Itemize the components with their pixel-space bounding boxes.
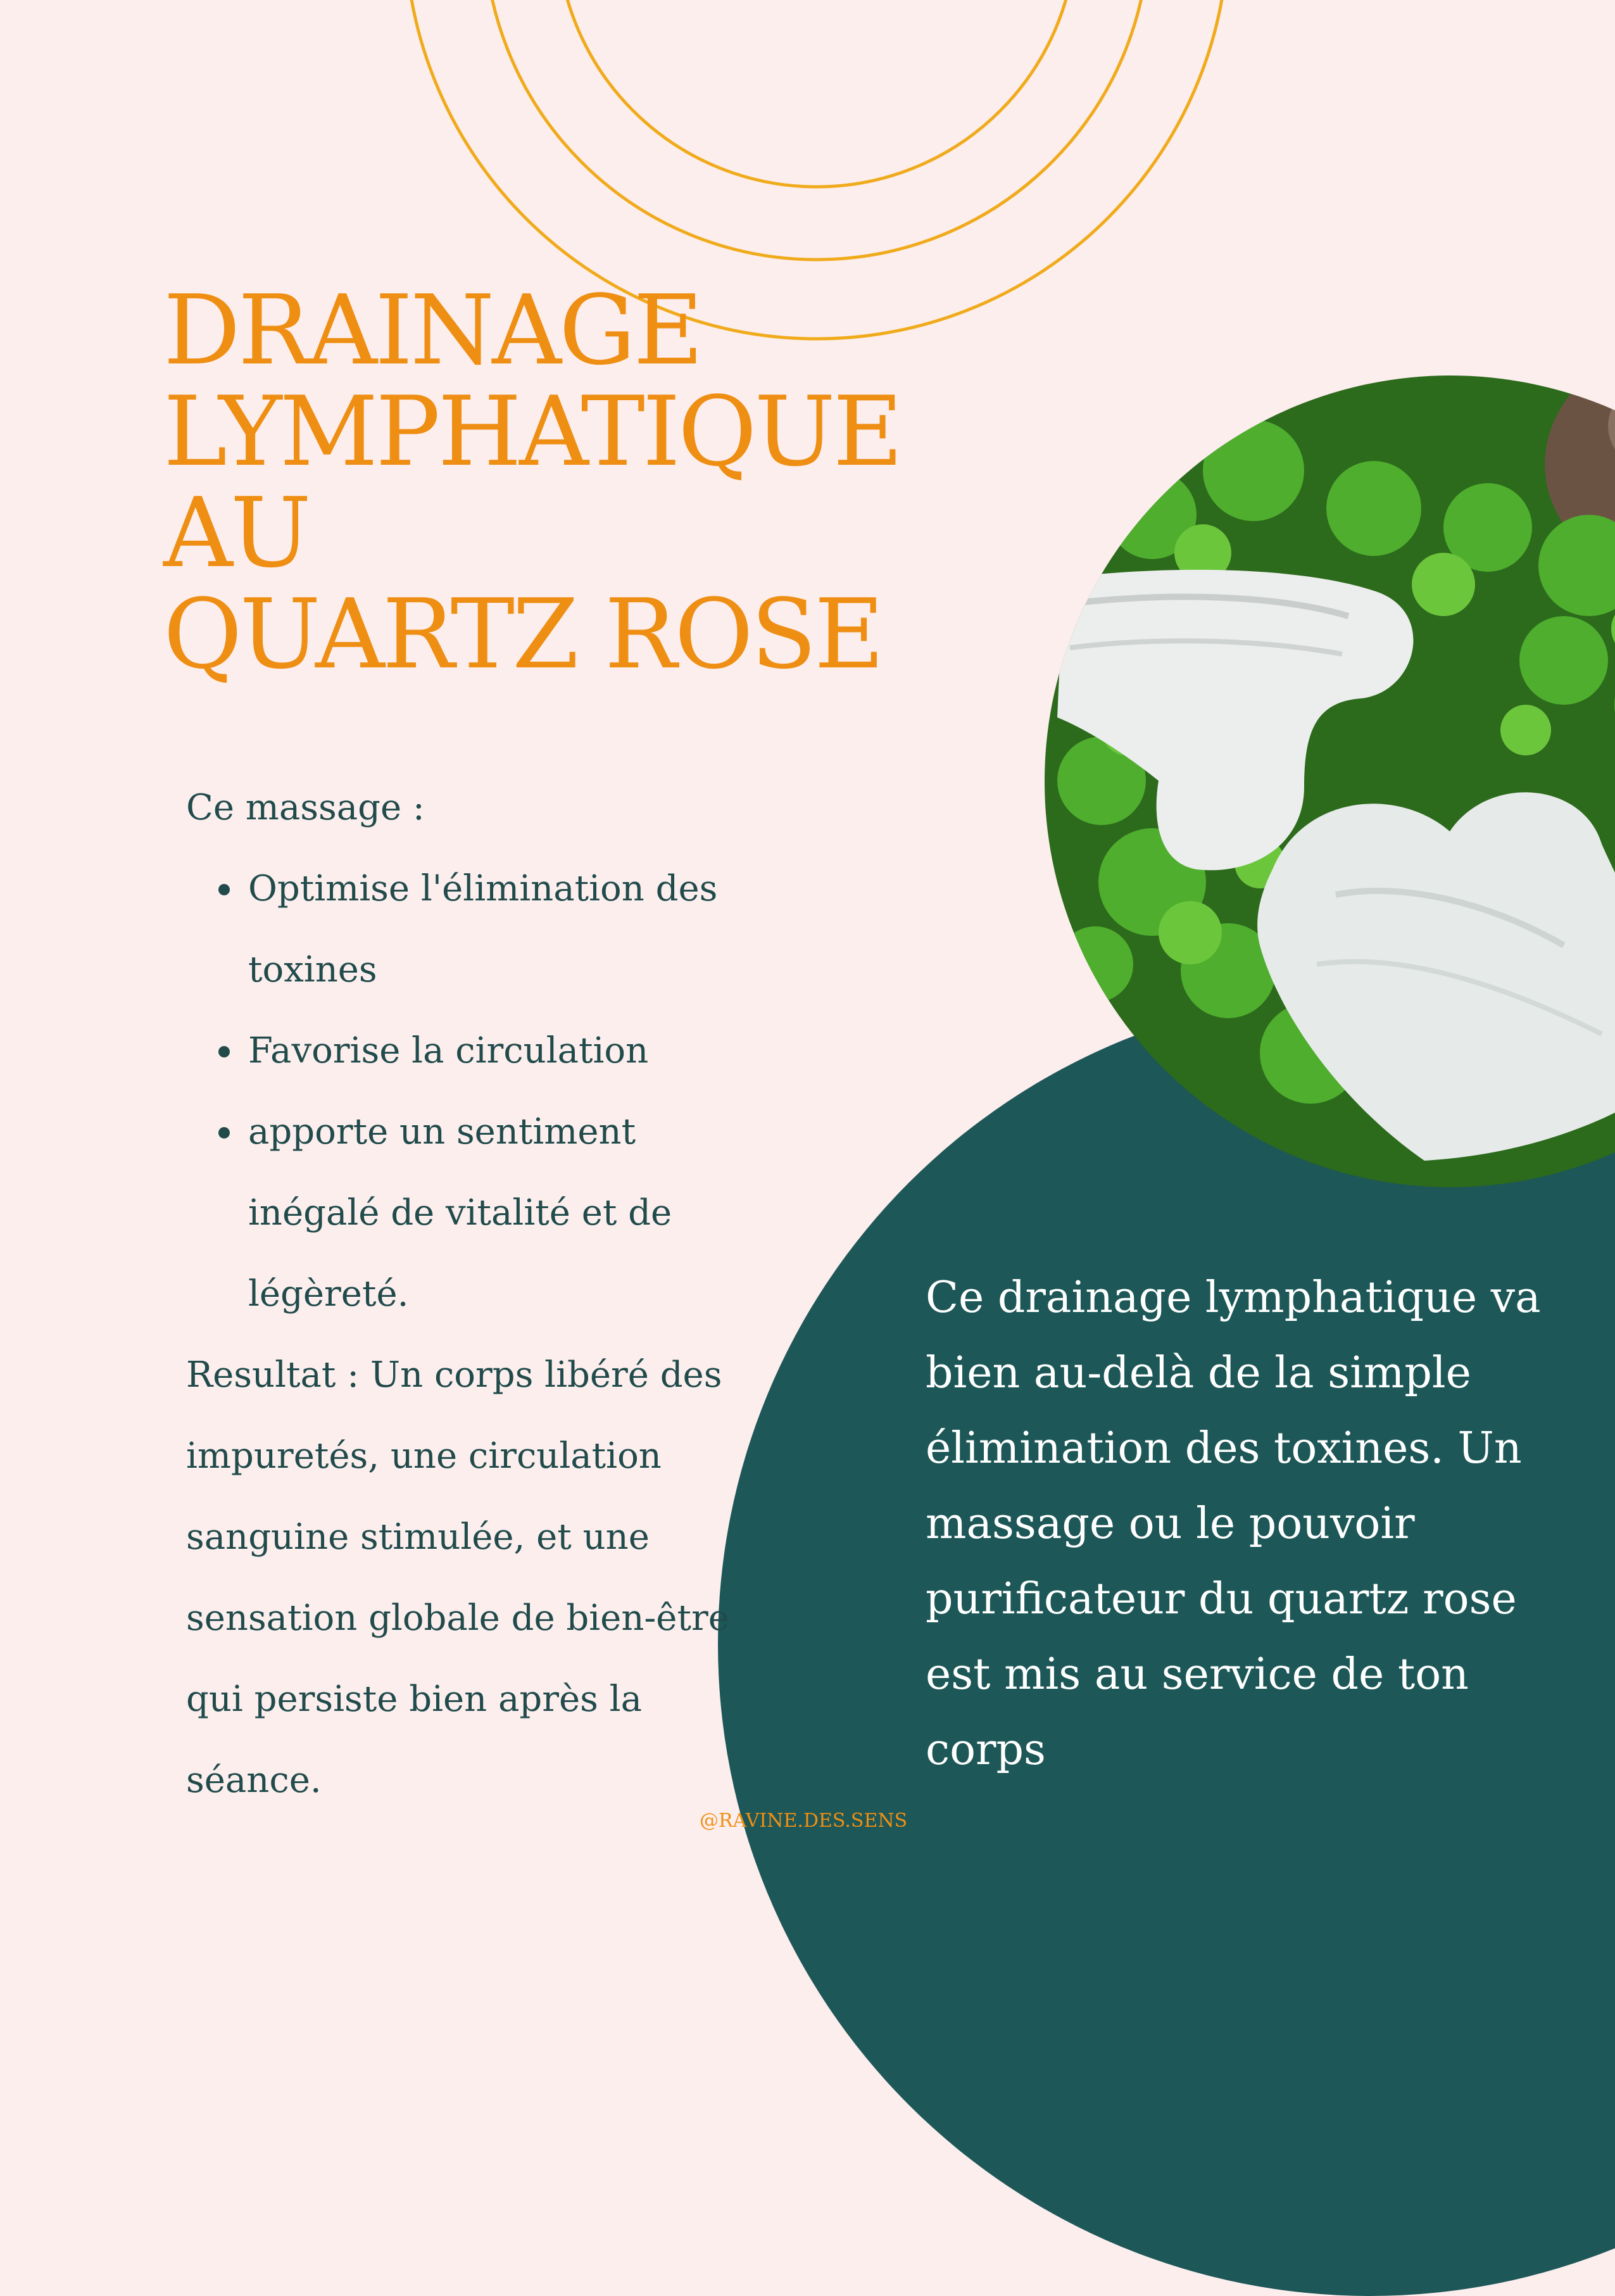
- result-paragraph: Resultat : Un corps libéré des impuretés, une circulation sanguine stimulée, et une sensation globale de bien-être qui persiste bien après la séance.: [186, 1354, 729, 1801]
- title-line-3: AU: [163, 477, 309, 589]
- social-handle: @RAVINE.DES.SENS: [700, 1810, 908, 1832]
- title-line-4: QUARTZ ROSE: [163, 578, 883, 690]
- benefit-item: Favorise la circulation: [248, 1011, 731, 1092]
- title-line-1: DRAINAGE: [163, 274, 701, 386]
- benefits-intro: Ce massage :: [186, 787, 425, 828]
- benefits-section: [186, 767, 731, 1821]
- benefits-list: [186, 848, 731, 1335]
- description-paragraph: Ce drainage lymphatique va bien au-delà de la simple élimination des toxines. Un massage ou le pouvoir purificateur du quartz rose est mis au service de ton corps: [926, 1273, 1541, 1775]
- page-title: [163, 274, 901, 690]
- title-line-2: LYMPHATIQUE: [163, 375, 901, 488]
- benefit-item: apporte un sentiment inégalé de vitalité et de légèreté.: [248, 1092, 731, 1335]
- benefit-item: Optimise l'élimination des toxines: [248, 848, 731, 1011]
